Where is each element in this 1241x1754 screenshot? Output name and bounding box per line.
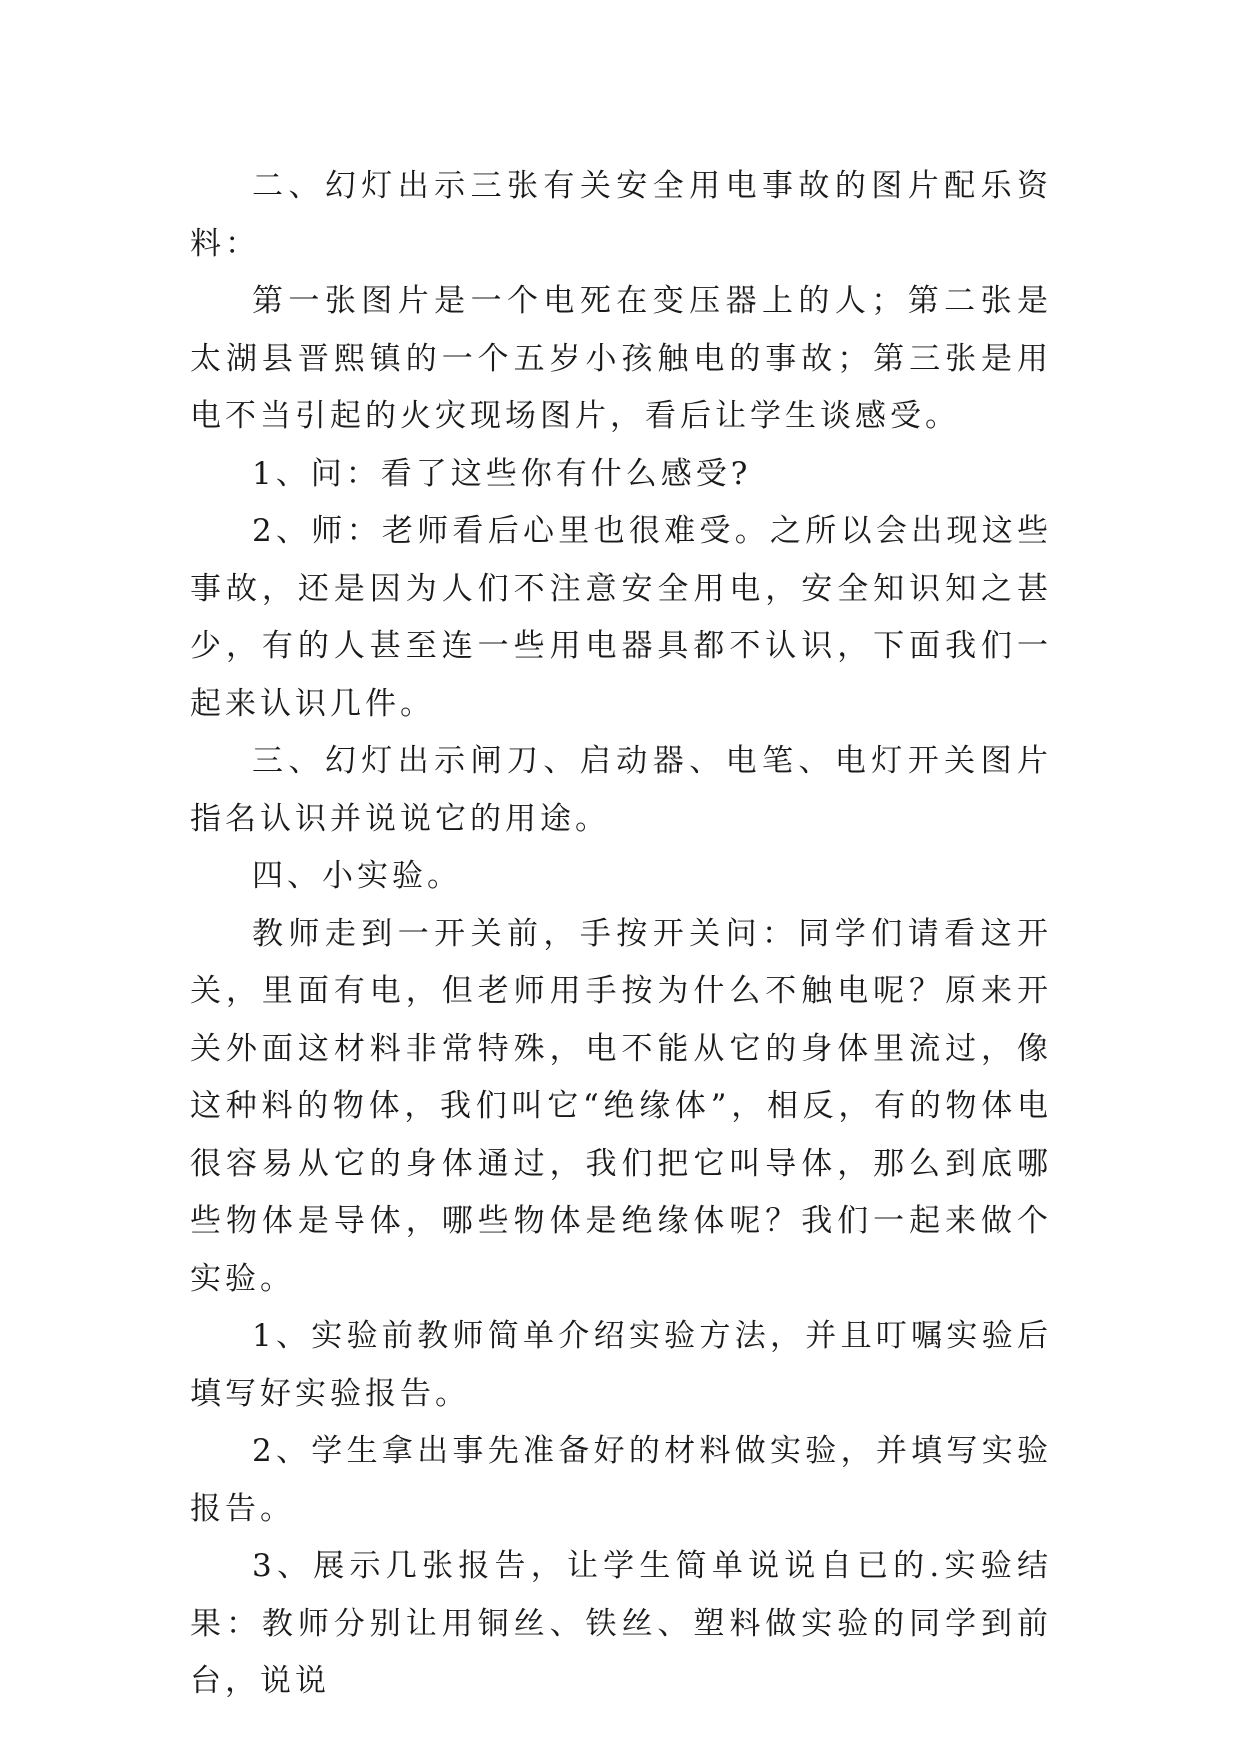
paragraph: 2、师：老师看后心里也很难受。之所以会出现这些事故，还是因为人们不注意安全用电，安全知识知之甚少，有的人甚至连一些用电器具都不认识，下面我们一起来认识几件。 [190, 513, 1052, 722]
paragraph: 四、小实验。 [252, 858, 462, 894]
paragraph: 1、实验前教师简单介绍实验方法，并且叮嘱实验后填写好实验报告。 [190, 1318, 1052, 1412]
paragraph: 教师走到一开关前，手按开关问：同学们请看这开关，里面有电，但老师用手按为什么不触电呢？原来开关外面这材料非常特殊，电不能从它的身体里流过，像这种料的物体，我们叫它“绝缘体”，相反，有的物体电很容易从它的身体通过，我们把它叫导体，那么到底哪些物体是导体，哪些物体是绝缘体呢？我们一起来做个实验。 [190, 915, 1052, 1297]
document-body [190, 158, 1052, 1711]
paragraph: 三、幻灯出示闸刀、启动器、电笔、电灯开关图片指名认识并说说它的用途。 [190, 743, 1052, 837]
paragraph: 2、学生拿出事先准备好的材料做实验，并填写实验报告。 [190, 1433, 1052, 1527]
paragraph: 第一张图片是一个电死在变压器上的人；第二张是太湖县晋熙镇的一个五岁小孩触电的事故；第三张是用电不当引起的火灾现场图片，看后让学生谈感受。 [190, 283, 1052, 434]
paragraph: 3、展示几张报告，让学生简单说说自已的.实验结果：教师分别让用铜丝、铁丝、塑料做实验的同学到前台，说说 [190, 1548, 1052, 1699]
paragraph: 二、幻灯出示三张有关安全用电事故的图片配乐资料： [190, 168, 1052, 262]
paragraph: 1、问：看了这些你有什么感受? [252, 455, 752, 492]
